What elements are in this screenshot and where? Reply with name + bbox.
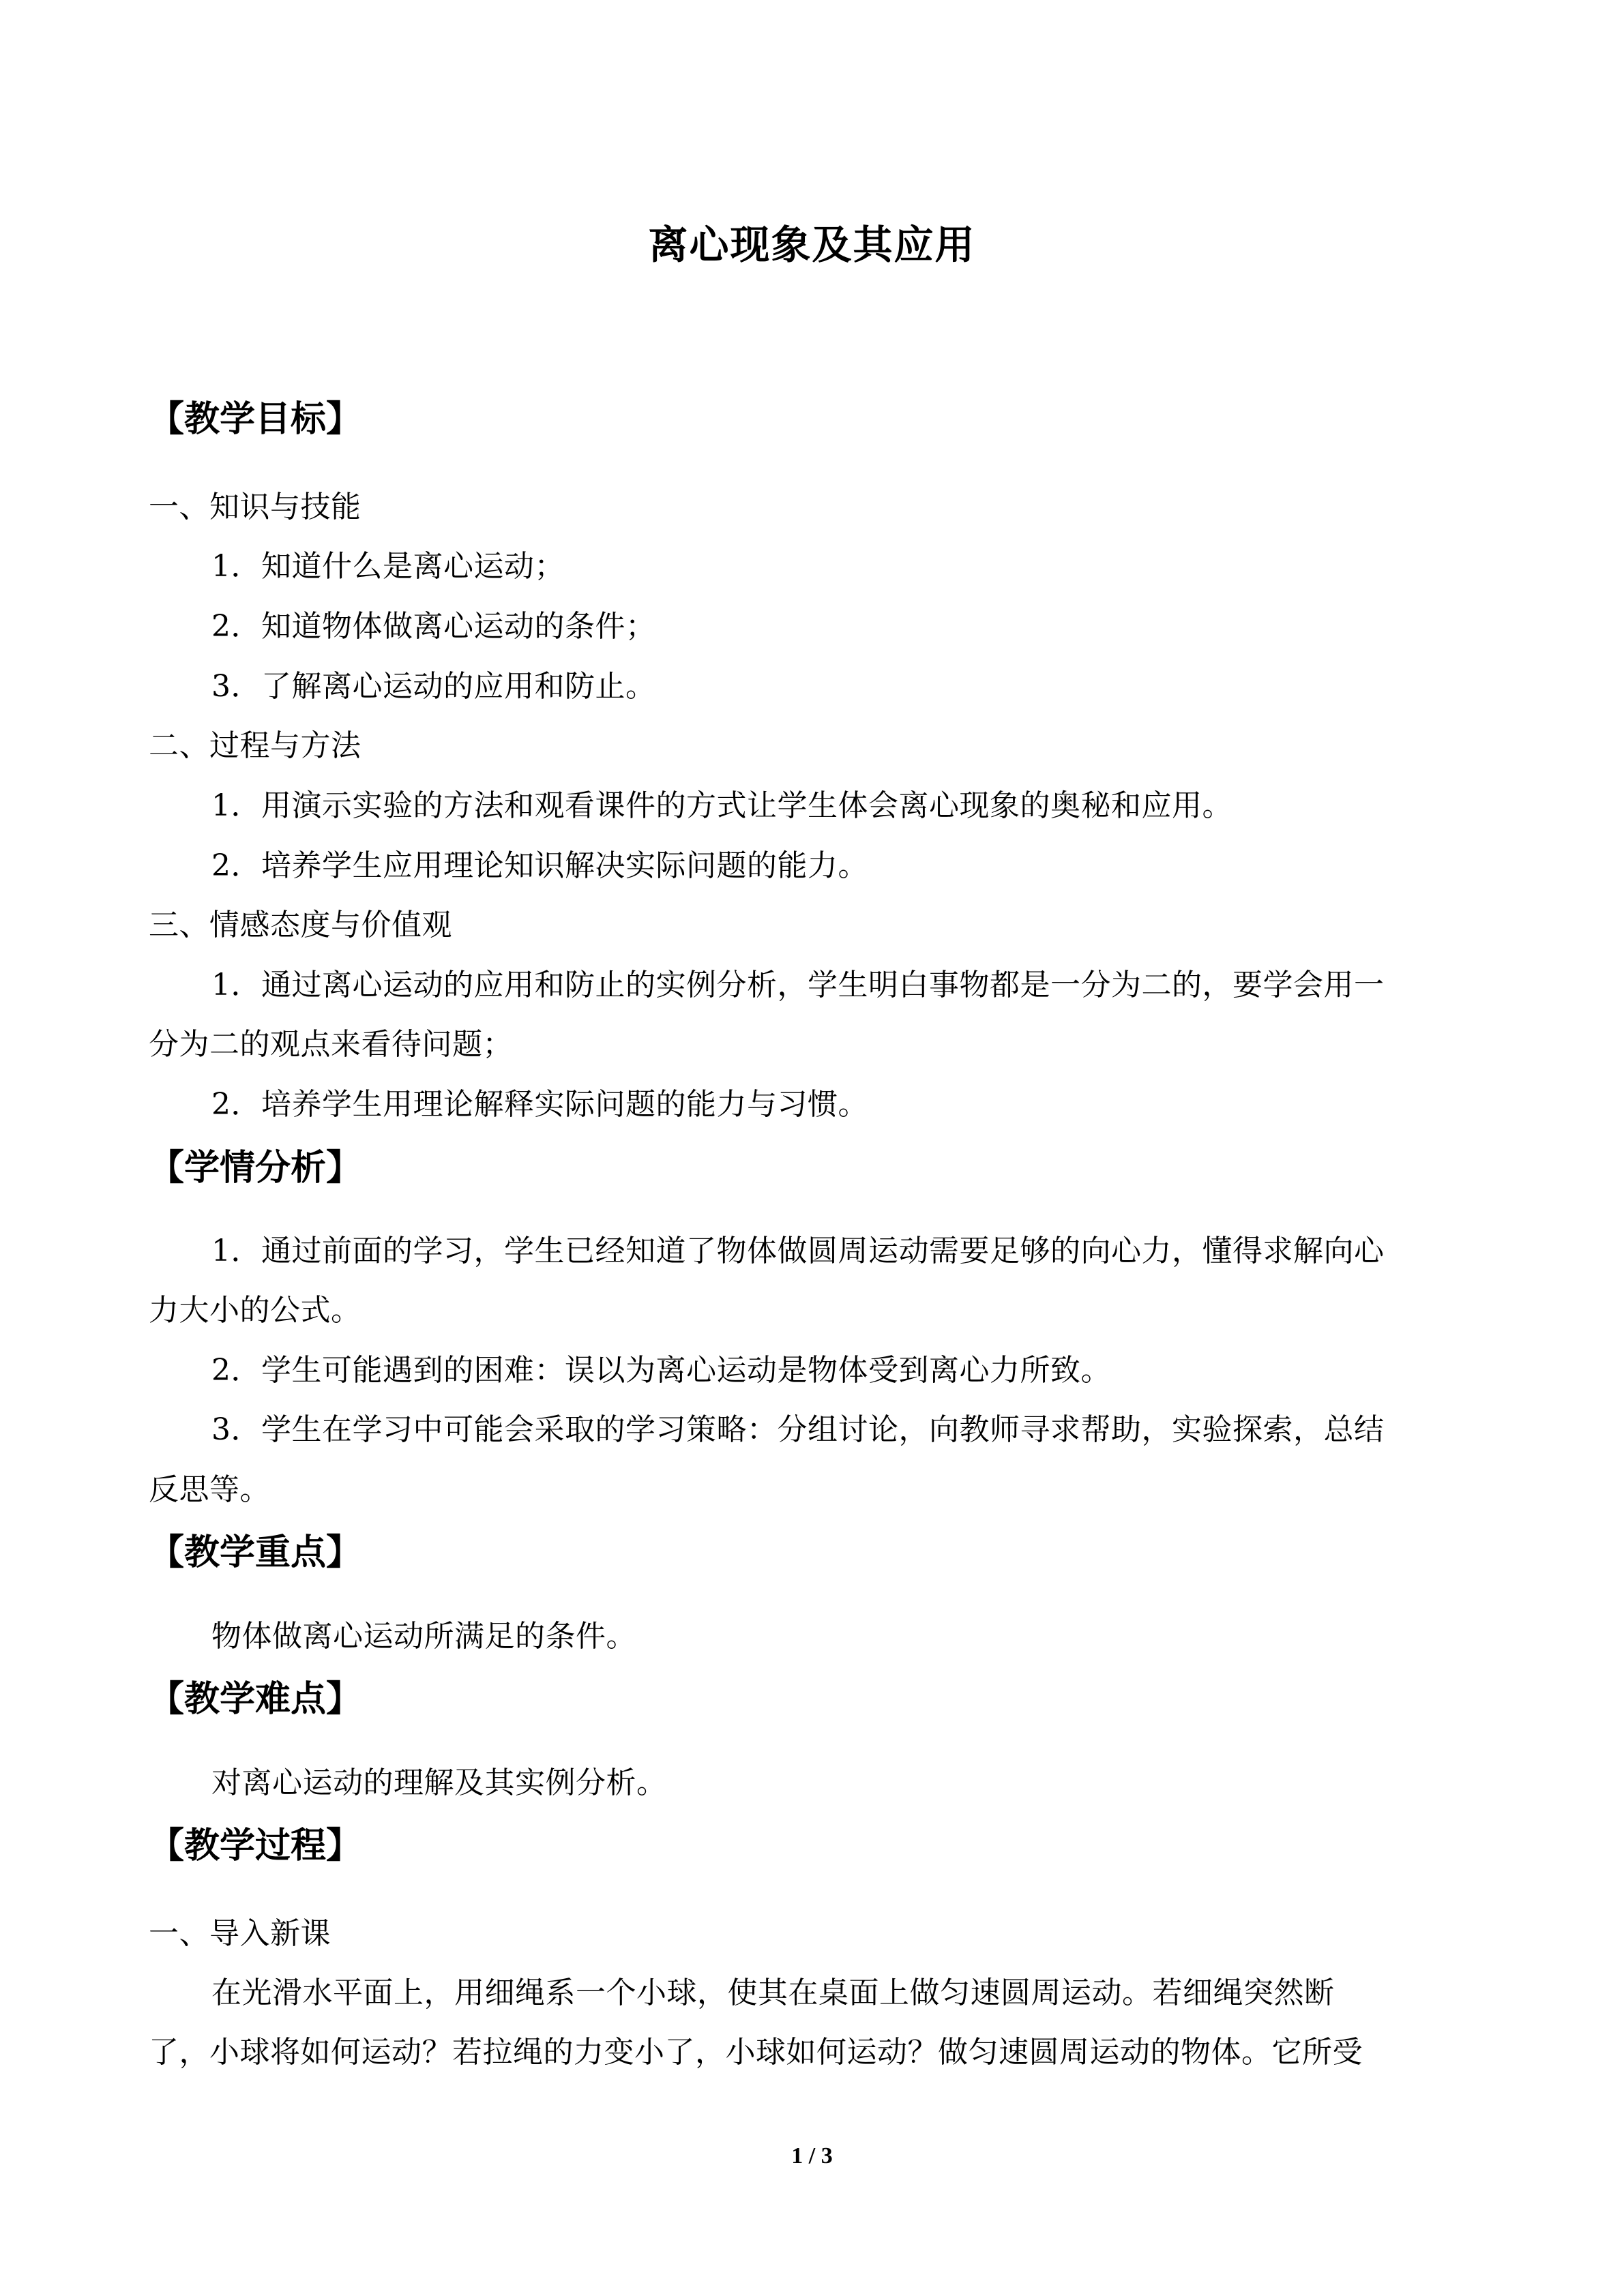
heading-difficulty: 【教学难点】: [149, 1679, 362, 1720]
paragraph-line: 在光滑水平面上，用细绳系一个小球，使其在桌面上做匀速圆周运动。若细绳突然断: [211, 1976, 1335, 2010]
paragraph-line: 3．学生在学习中可能会采取的学习策略：分组讨论，向教师寻求帮助，实验探索，总结: [211, 1412, 1385, 1447]
paragraph-line: 2．学生可能遇到的困难：误以为离心运动是物体受到离心力所致。: [211, 1353, 1111, 1388]
heading-process: 【教学过程】: [149, 1825, 362, 1866]
paragraph-line: 物体做离心运动所满足的条件。: [211, 1619, 636, 1654]
paragraph-line: 1．通过前面的学习，学生已经知道了物体做圆周运动需要足够的向心力，懂得求解向心: [211, 1234, 1385, 1268]
subheading-intro: 一、导入新课: [149, 1916, 331, 1951]
paragraph-line: 分为二的观点来看待问题；: [149, 1027, 513, 1062]
paragraph-line: 反思等。: [149, 1472, 270, 1507]
list-item: 3．了解离心运动的应用和防止。: [211, 669, 656, 704]
subheading-process-methods: 二、过程与方法: [149, 728, 361, 763]
list-item: 2．知道物体做离心运动的条件；: [211, 609, 656, 644]
page-title: 离心现象及其应用: [648, 222, 976, 268]
paragraph-line: 了，小球将如何运动？若拉绳的力变小了，小球如何运动？做匀速圆周运动的物体。它所受: [149, 2035, 1363, 2070]
list-item: 1．用演示实验的方法和观看课件的方式让学生体会离心现象的奥秘和应用。: [211, 788, 1232, 823]
page-number: 1 / 3: [791, 2143, 833, 2168]
paragraph-line: 1．通过离心运动的应用和防止的实例分析，学生明白事物都是一分为二的，要学会用一: [211, 968, 1385, 1002]
subheading-knowledge-skills: 一、知识与技能: [149, 490, 361, 524]
list-item: 2．培养学生应用理论知识解决实际问题的能力。: [211, 848, 868, 883]
paragraph-line: 对离心运动的理解及其实例分析。: [211, 1765, 667, 1800]
subheading-emotion-values: 三、情感态度与价值观: [149, 908, 452, 942]
list-item: 2．培养学生用理论解释实际问题的能力与习惯。: [211, 1087, 868, 1122]
heading-key-point: 【教学重点】: [149, 1532, 362, 1573]
paragraph-line: 力大小的公式。: [149, 1293, 361, 1328]
list-item: 1．知道什么是离心运动；: [211, 549, 565, 584]
heading-analysis: 【学情分析】: [149, 1148, 362, 1189]
heading-objectives: 【教学目标】: [149, 399, 362, 440]
